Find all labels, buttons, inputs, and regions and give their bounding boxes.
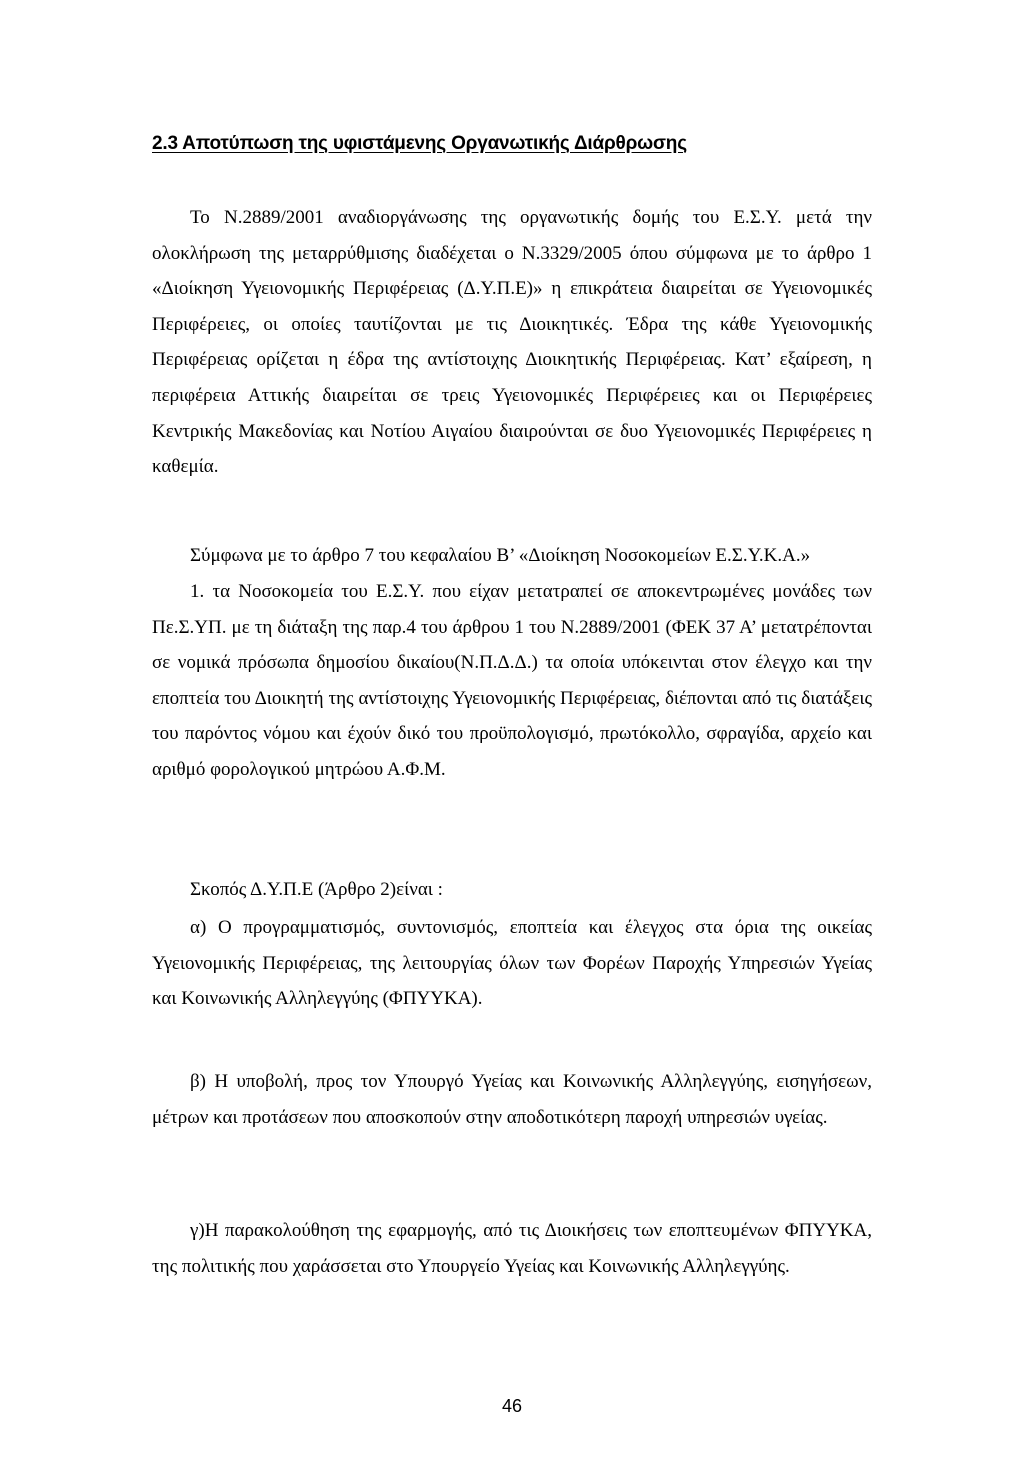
- paragraph-text: γ)Η παρακολούθηση της εφαρμογής, από τις Διοικήσεις των εποπτευμένων ΦΠΥΥΚΑ, της πολιτικής που χαράσσεται στο Υπουργείο Υγείας και Κοινωνικής Αλληλεγγύης.: [152, 1220, 872, 1277]
- purpose-item-a: [152, 910, 872, 1017]
- paragraph-text: Το Ν.2889/2001 αναδιοργάνωσης της οργανωτικής δομής του Ε.Σ.Υ. μετά την ολοκλήρωση της μεταρρύθμισης διαδέχεται ο Ν.3329/2005 όπου σύμφωνα με το άρθρο 1 «Διοίκηση Υγειονομικής Περιφέρειας (Δ.Υ.Π.Ε)» η επικράτεια διαιρείται σε Υγειονομικές Περιφέρειες, οι οποίες ταυτίζονται με τις Διοικητικές. Έδρα της κάθε Υγειονομικής Περιφέρειας ορίζεται η έδρα της αντίστοιχης Διοικητικής Περιφέρειας. Κατ’ εξαίρεση, η περιφέρεια Αττικής διαιρείται σε τρεις Υγειονομικές Περιφέρειες και οι Περιφέρειες Κεντρικής Μακεδονίας και Νοτίου Αιγαίου διαιρούνται σε δυο Υγειονομικές Περιφέρειες η καθεμία.: [152, 207, 872, 478]
- section-heading: 2.3 Αποτύπωση της υφιστάμενης Οργανωτικής Διάρθρωσης: [152, 133, 687, 154]
- purpose-item-c: [152, 1213, 872, 1284]
- purpose-title: Σκοπός Δ.Υ.Π.Ε (Άρθρο 2)είναι :: [190, 879, 443, 900]
- paragraph-law-reorganization: [152, 200, 872, 485]
- paragraph-text: 1. τα Νοσοκομεία του Ε.Σ.Υ. που είχαν μετατραπεί σε αποκεντρωμένες μονάδες των Πε.Σ.ΥΠ. με τη διάταξη της παρ.4 του άρθρου 1 του Ν.2889/2001 (ΦΕΚ 37 Α’ μετατρέπονται σε νομικά πρόσωπα δημοσίου δικαίου(Ν.Π.Δ.Δ.) τα οποία υπόκεινται στον έλεγχο και την εποπτεία του Διοικητή της αντίστοιχης Υγειονομικής Περιφέρειας, διέπονται από τις διατάξεις του παρόντος νόμου και έχούν δικό του προϋπολογισμό, πρωτόκολλο, σφραγίδα, αρχείο και αριθμό φορολογικού μητρώου Α.Φ.Μ.: [152, 581, 872, 780]
- paragraph-text: β) Η υποβολή, προς τον Υπουργό Υγείας και Κοινωνικής Αλληλεγγύης, εισηγήσεων, μέτρων και προτάσεων που αποσκοπούν στην αποδοτικότερη παροχή υπηρεσιών υγείας.: [152, 1071, 872, 1128]
- paragraph-hospitals: [152, 574, 872, 788]
- paragraph-article7-intro: Σύμφωνα με το άρθρο 7 του κεφαλαίου Β’ «Διοίκηση Νοσοκομείων Ε.Σ.Υ.Κ.Α.»: [190, 545, 811, 566]
- purpose-item-b: [152, 1064, 872, 1135]
- page-number: 46: [501, 1396, 523, 1416]
- paragraph-text: α) Ο προγραμματισμός, συντονισμός, εποπτεία και έλεγχος στα όρια της οικείας Υγειονομικής Περιφέρειας, της λειτουργίας όλων των Φορέων Παροχής Υπηρεσιών Υγείας και Κοινωνικής Αλληλεγγύης (ΦΠΥΥΚΑ).: [152, 917, 872, 1010]
